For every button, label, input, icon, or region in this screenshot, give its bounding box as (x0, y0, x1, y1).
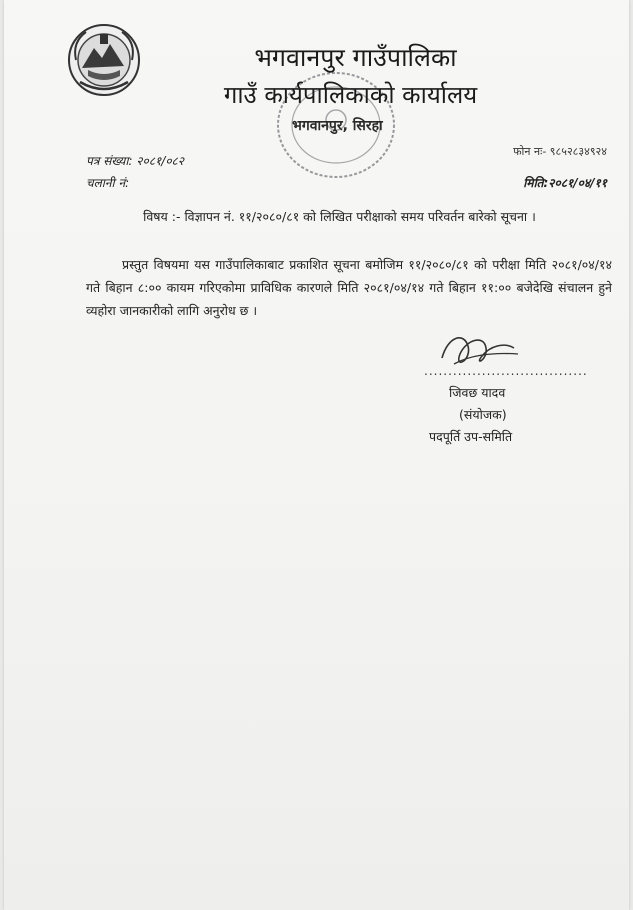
document-page (4, 0, 629, 910)
phone-number: फोन नः- ९८५२८३४९२४ (513, 145, 607, 158)
office-title: गाउँ कार्यपालिकाको कार्यालय (223, 81, 478, 109)
signatory-role: (संयोजक) (459, 407, 507, 422)
letter-date: मिति:२०८१/०४/११ (523, 176, 607, 190)
signatory-committee: पदपूर्ति उप-समिति (429, 429, 513, 444)
signature-line: .................................. (424, 364, 588, 378)
notice-subject: विषय :- विज्ञापन नं. ११/२०८०/८१ को लिखित परीक्षाको समय परिवर्तन बारेको सूचना । (143, 209, 536, 224)
office-location: भगवानपुर, सिरहा (292, 118, 383, 134)
municipality-title: भगवानपुर गाउँपालिका (254, 43, 457, 72)
notice-body (86, 253, 612, 322)
signatory-name: जिवछ यादव (449, 385, 506, 400)
letter-number: पत्र संख्या: २०८१/०८२ (86, 154, 185, 168)
dispatch-number: चलानी नं: (86, 176, 130, 190)
notice-body-text: प्रस्तुत विषयमा यस गाउँपालिकाबाट प्रकाशित सूचना बमोजिम ११/२०८०/८१ को परीक्षा मिति २०८१/०४/१४ गते बिहान ८:०० कायम गरिएकोमा प्राविधिक कारणले मिति २०८१/०४/१४ गते बिहान ११:०० बजेदेखि संचालन हुने व्यहोरा जानकारीको लागि अनुरोध छ । (86, 257, 612, 318)
